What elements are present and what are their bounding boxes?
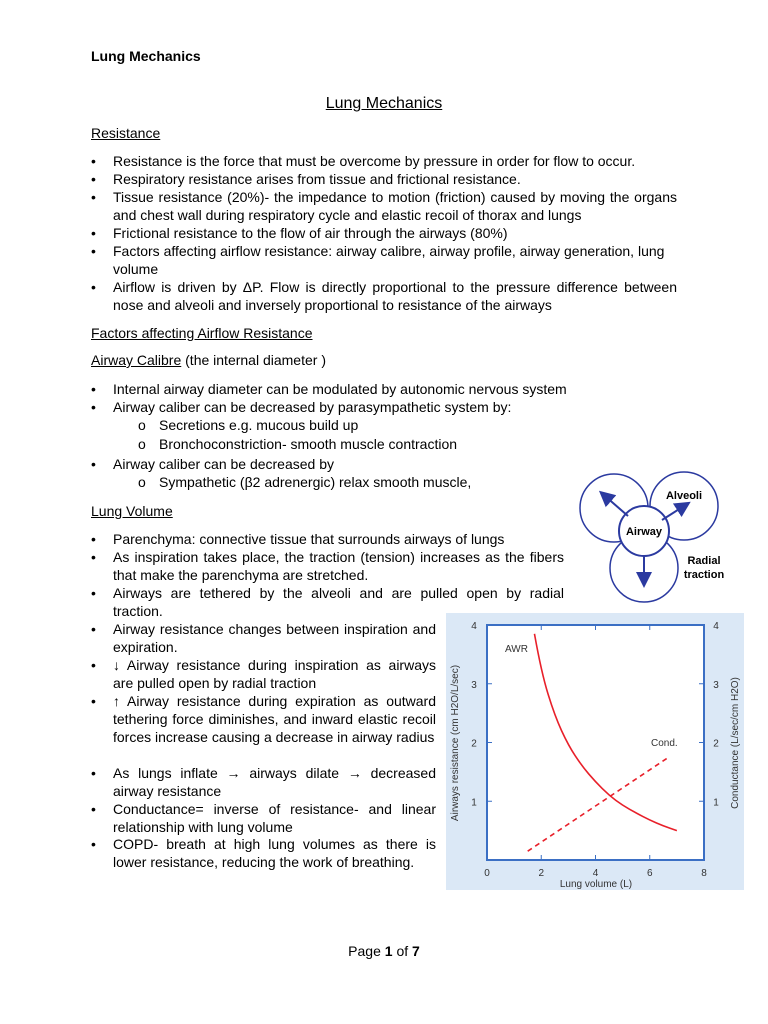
list-item: Internal airway diameter can be modulated by autonomic nervous system	[113, 381, 567, 397]
list-item: Tissue resistance (20%)- the impedance to motion (friction) caused by moving the organs and chest wall during respiratory cycle and elastic recoil of thorax and lungs	[113, 189, 677, 223]
list-item: Factors affecting airflow resistance: airway calibre, airway profile, airway generation, lung volume	[113, 243, 665, 277]
list-item: COPD- breath at high lung volumes as there is lower resistance, reducing the work of breathing.	[113, 836, 436, 870]
x-tick-label: 8	[701, 868, 707, 879]
list-item: Conductance= inverse of resistance- and linear relationship with lung volume	[113, 801, 436, 835]
subsection-heading-calibre	[91, 352, 326, 368]
y2-tick-label: 4	[713, 621, 719, 632]
bullet-marker: •	[91, 189, 96, 205]
x-tick-label: 6	[646, 868, 653, 879]
sub-list-item: Bronchoconstriction- smooth muscle contraction	[159, 436, 458, 452]
airway-label: Airway	[625, 526, 663, 538]
footer-prefix: Page	[348, 943, 385, 959]
footer-page-total: 7	[412, 943, 420, 959]
alveoli-label: Alveoli	[665, 490, 703, 502]
bullet-marker: •	[91, 279, 96, 295]
sub-list-item: Sympathetic (β2 adrenergic) relax smooth muscle,	[159, 474, 472, 490]
list-item: Resistance is the force that must be overcome by pressure in order for flow to occur.	[113, 153, 636, 169]
bullet-marker: •	[91, 657, 96, 673]
awr-series-label: AWR	[505, 644, 528, 655]
list-item: As inspiration takes place, the traction (tension) increases as the fibers that make the parenchyma are stretched.	[113, 549, 564, 583]
list-item: Parenchyma: connective tissue that surrounds airways of lungs	[113, 531, 505, 547]
x-tick-label: 4	[592, 868, 599, 879]
cond-series-label: Cond.	[651, 738, 678, 749]
radial-label: Radial	[687, 555, 721, 567]
y-tick-label: 4	[471, 621, 477, 632]
sub-bullet-marker: o	[138, 474, 146, 490]
list-item: ↓ Airway resistance during inspiration as airways are pulled open by radial traction	[113, 657, 436, 691]
x-tick-label: 0	[484, 868, 490, 879]
sub-bullet-marker: o	[138, 436, 146, 452]
bullet-marker: •	[91, 693, 96, 709]
y-tick-label: 1	[471, 797, 477, 809]
section-heading-factors: Factors affecting Airflow Resistance	[91, 325, 313, 341]
footer-middle: of	[392, 943, 413, 959]
list-item: Frictional resistance to the flow of air through the airways (80%)	[113, 225, 508, 241]
section-heading-volume: Lung Volume	[91, 503, 173, 519]
bullet-marker: •	[91, 381, 96, 397]
y2-tick-label: 1	[713, 797, 719, 809]
sub-bullet-marker: o	[138, 417, 146, 433]
footer-page-number: 1	[384, 943, 393, 959]
y-tick-label: 2	[471, 738, 477, 750]
bullet-marker: •	[91, 153, 96, 169]
bullet-marker: •	[91, 171, 96, 187]
y2-tick-label: 2	[713, 738, 719, 750]
y2-tick-label: 3	[713, 679, 719, 691]
list-item: Airway resistance changes between inspiration and expiration.	[113, 621, 436, 655]
header-title: Lung Mechanics	[91, 48, 201, 64]
y-tick-label: 3	[471, 679, 477, 691]
radial-traction-diagram	[578, 468, 738, 608]
bullet-marker: •	[91, 621, 96, 637]
list-item: ↑ Airway resistance during expiration as outward tethering force diminishes, and inward elastic recoil forces increase causing a decrease in airway radius	[113, 693, 436, 745]
x-axis-label: Lung volume (L)	[559, 879, 633, 890]
y2-axis-label: Conductance (L/sec/cm H2O)	[730, 677, 741, 809]
bullet-marker: •	[91, 765, 96, 781]
calibre-heading-text: Airway Calibre	[91, 352, 182, 368]
list-item: Airway caliber can be decreased by	[113, 456, 335, 472]
bullet-marker: •	[91, 456, 96, 472]
list-item: Airway caliber can be decreased by parasympathetic system by:	[113, 399, 512, 415]
list-item: As lungs inflate → airways dilate → decreased airway resistance	[113, 765, 436, 799]
bullet-marker: •	[91, 399, 96, 415]
bullet-marker: •	[91, 225, 96, 241]
bullet-marker: •	[91, 549, 96, 565]
page-footer	[0, 943, 768, 959]
traction-label: traction	[683, 569, 725, 581]
list-item: Respiratory resistance arises from tissue and frictional resistance.	[113, 171, 521, 187]
bullet-marker: •	[91, 801, 96, 817]
list-item: Airways are tethered by the alveoli and are pulled open by radial traction.	[113, 585, 564, 619]
page-title: Lung Mechanics	[325, 95, 443, 112]
bullet-marker: •	[91, 585, 96, 601]
resistance-conductance-chart	[446, 613, 744, 890]
bullet-marker: •	[91, 836, 96, 852]
calibre-heading-suffix: (the internal diameter )	[181, 352, 326, 368]
bullet-marker: •	[91, 243, 96, 259]
sub-list-item: Secretions e.g. mucous build up	[159, 417, 359, 433]
section-heading-resistance: Resistance	[91, 125, 161, 141]
traction-arrow	[662, 506, 684, 520]
list-item: Airflow is driven by ΔP. Flow is directly proportional to the pressure difference between nose and alveoli and inversely proportional to resistance of the airways	[113, 279, 677, 313]
bullet-marker: •	[91, 531, 96, 547]
x-tick-label: 2	[538, 868, 545, 879]
traction-arrow	[605, 496, 628, 516]
y-axis-label: Airways resistance (cm H2O/L/sec)	[450, 664, 461, 822]
